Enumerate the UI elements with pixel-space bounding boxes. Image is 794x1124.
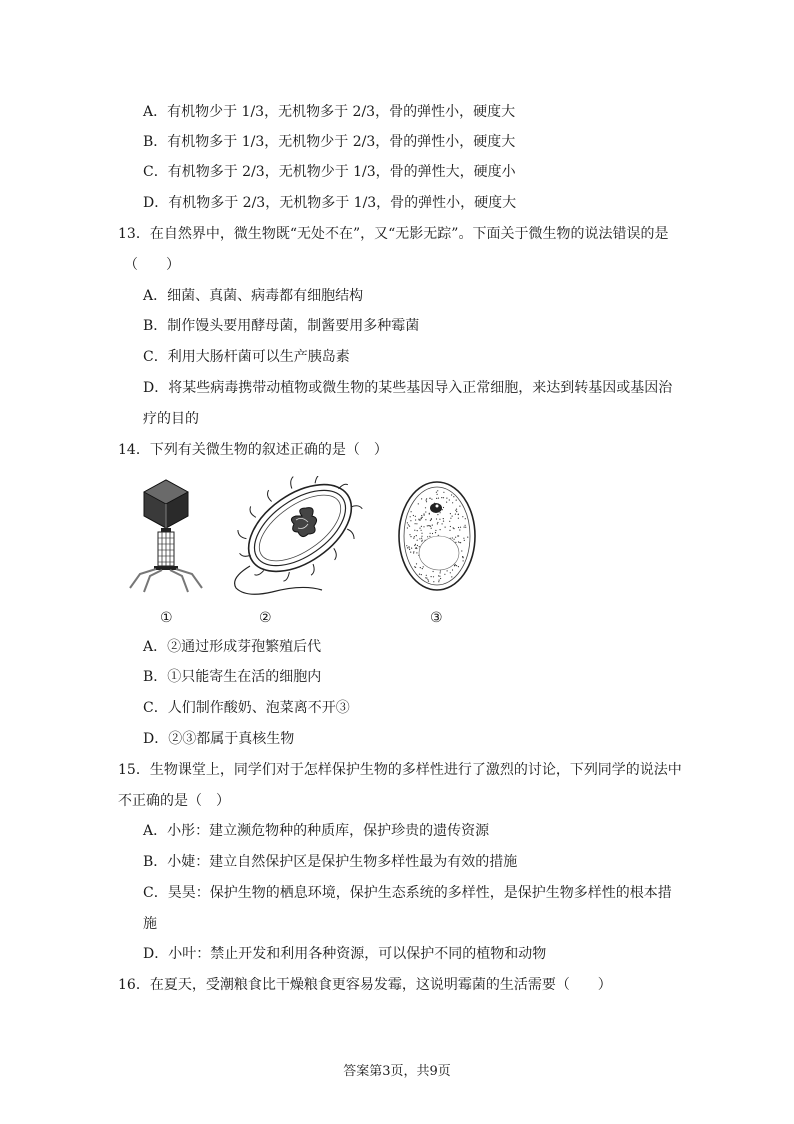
q13-option-a: A．细菌、真菌、病毒都有细胞结构: [143, 288, 364, 304]
q12-option-d: D．有机物多于 2/3，无机物多于 1/3，骨的弹性小，硬度大: [143, 195, 517, 211]
q12-option-c: C．有机物多于 2/3，无机物少于 1/3，骨的弹性大，硬度小: [143, 164, 516, 180]
bacteriophage-figure: [126, 476, 208, 596]
q15-stem: 15．生物课堂上，同学们对于怎样保护生物的多样性进行了激烈的讨论，下列同学的说法中: [118, 762, 682, 778]
q15-stem-cont: 不正确的是（ ）: [118, 793, 230, 809]
q15-option-d: D．小叶：禁止开发和利用各种资源，可以保护不同的植物和动物: [143, 946, 547, 962]
q15-option-c-cont: 施: [143, 916, 157, 932]
q14-option-d: D．②③都属于真核生物: [143, 731, 295, 747]
q14-option-a: A．②通过形成芽孢繁殖后代: [143, 639, 322, 655]
q14-option-c: C．人们制作酸奶、泡菜离不开③: [143, 700, 350, 716]
q14-option-b: B．①只能寄生在活的细胞内: [143, 669, 322, 685]
bacterium-figure: [230, 476, 370, 601]
q13-answer-paren: （ ）: [124, 257, 180, 273]
q16-stem: 16．在夏天，受潮粮食比干燥粮食更容易发霉，这说明霉菌的生活需要（ ）: [118, 977, 612, 993]
q15-option-b: B．小婕：建立自然保护区是保护生物多样性最为有效的措施: [143, 854, 518, 870]
figure-label-3: ③: [430, 610, 443, 626]
q13-option-b: B．制作馒头要用酵母菌，制酱要用多种霉菌: [143, 318, 420, 334]
figure-label-1: ①: [160, 610, 173, 626]
q12-option-b: B．有机物多于 1/3，无机物少于 2/3，骨的弹性小，硬度大: [143, 134, 516, 150]
q13-option-d-cont: 疗的目的: [143, 411, 199, 427]
q13-option-c: C．利用大肠杆菌可以生产胰岛素: [143, 349, 350, 365]
q13-stem: 13．在自然界中，微生物既“无处不在”，又“无影无踪”。下面关于微生物的说法错误的是: [118, 226, 669, 242]
q14-stem: 14．下列有关微生物的叙述正确的是（ ）: [118, 442, 388, 458]
q13-option-d: D．将某些病毒携带动植物或微生物的某些基因导入正常细胞，来达到转基因或基因治: [143, 380, 673, 396]
figure-label-2: ②: [259, 610, 272, 626]
q12-option-a: A．有机物少于 1/3，无机物多于 2/3，骨的弹性小，硬度大: [143, 104, 516, 120]
page-footer: 答案第3页，共9页: [343, 1064, 451, 1079]
q15-option-c: C．昊昊：保护生物的栖息环境，保护生态系统的多样性，是保护生物多样性的根本措: [143, 885, 672, 901]
q14-figures: [118, 476, 498, 636]
q15-option-a: A．小彤：建立濒危物种的种质库，保护珍贵的遗传资源: [143, 823, 490, 839]
yeast-cell-figure: [396, 476, 478, 601]
